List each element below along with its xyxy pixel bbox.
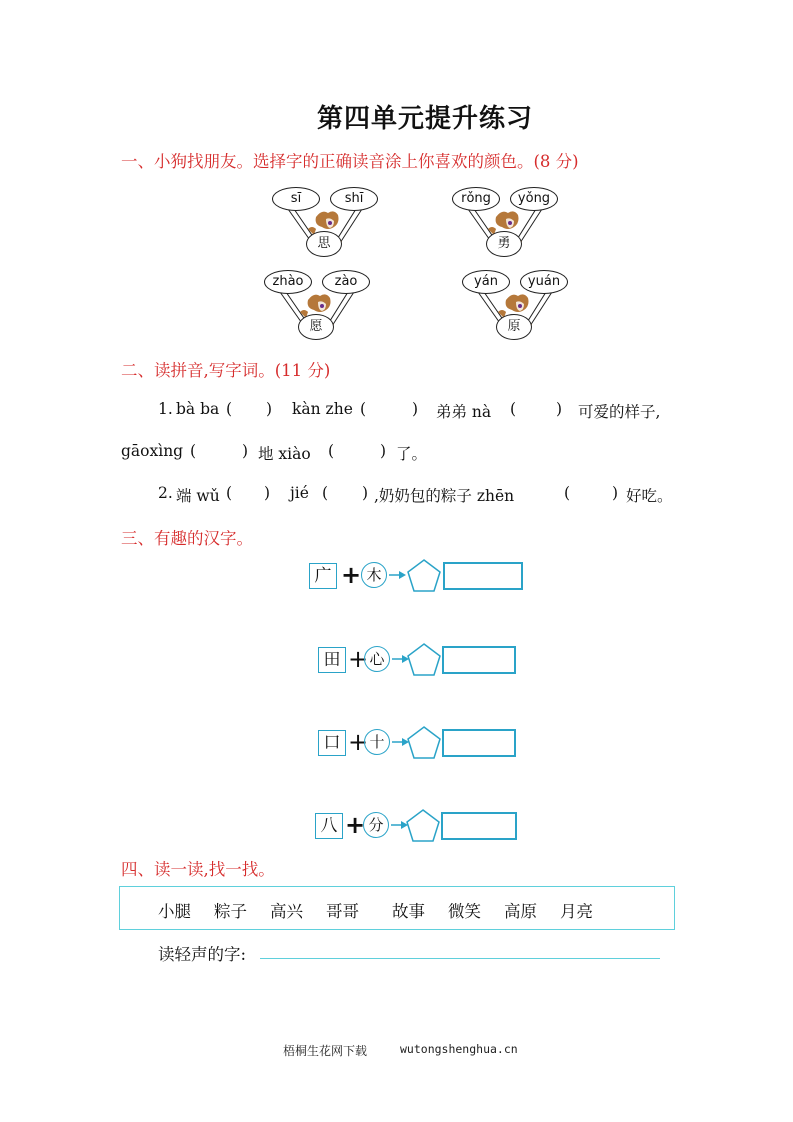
paren-open: ( xyxy=(510,400,517,418)
answer-blank[interactable] xyxy=(332,486,360,504)
answer-blank[interactable] xyxy=(236,486,262,504)
answer-blank[interactable] xyxy=(370,402,410,420)
pinyin-na: 弟弟 nà xyxy=(436,403,492,421)
section4-heading: 四、读一读,找一找。 xyxy=(121,860,275,879)
answer-blank[interactable] xyxy=(200,444,240,462)
plus-sign: + xyxy=(348,728,369,756)
answer-box[interactable] xyxy=(442,729,516,757)
arrow-right-icon xyxy=(389,569,407,581)
answer-box[interactable] xyxy=(442,646,516,674)
char-build-row-1 xyxy=(309,561,529,591)
paren-open: ( xyxy=(190,442,197,460)
word-item: 月亮 xyxy=(560,902,593,921)
word-item: 高原 xyxy=(504,902,537,921)
component-circle: 心 xyxy=(364,646,390,672)
text-le: 了。 xyxy=(396,445,428,463)
word-item: 故事 xyxy=(392,902,425,921)
answer-blank[interactable] xyxy=(236,402,264,420)
paren-open: ( xyxy=(226,400,233,418)
paren-open: ( xyxy=(226,484,233,502)
pinyin-option-right[interactable]: yuán xyxy=(520,270,568,294)
paren-close: ) xyxy=(380,442,387,460)
dog-group-4 xyxy=(462,264,572,344)
plus-sign: + xyxy=(345,811,366,839)
word-item: 高兴 xyxy=(270,902,303,921)
word-item: 微笑 xyxy=(448,902,481,921)
target-character: 愿 xyxy=(298,314,334,340)
component-circle: 分 xyxy=(363,812,389,838)
pinyin-option-left[interactable]: yán xyxy=(462,270,510,294)
target-character: 原 xyxy=(496,314,532,340)
component-circle: 十 xyxy=(364,729,390,755)
text-zongzi: ,奶奶包的粽子 zhēn xyxy=(374,487,515,505)
word-item: 粽子 xyxy=(214,902,247,921)
pentagon-icon xyxy=(406,642,442,678)
answer-box[interactable] xyxy=(441,812,517,840)
pinyin-option-right[interactable]: shī xyxy=(330,187,378,211)
pinyin-option-left[interactable]: sī xyxy=(272,187,320,211)
neutral-tone-prompt: 读轻声的字: xyxy=(158,945,247,964)
char-build-row-2 xyxy=(318,645,528,675)
answer-blank[interactable] xyxy=(520,402,554,420)
component-box: 八 xyxy=(315,813,343,839)
pinyin-option-left[interactable]: zhào xyxy=(264,270,312,294)
section2-heading: 二、读拼音,写字词。(11 分) xyxy=(121,361,331,380)
answer-blank[interactable] xyxy=(574,486,610,504)
pinyin-gaoxing: gāoxìng xyxy=(121,442,184,460)
answer-line[interactable] xyxy=(260,958,660,959)
pentagon-icon xyxy=(406,725,442,761)
word-bank xyxy=(119,886,675,930)
dog-group-1 xyxy=(272,181,382,261)
dog-group-2 xyxy=(452,181,562,261)
pinyin-xiao: 地 xiào xyxy=(258,445,311,463)
section3-heading: 三、有趣的汉字。 xyxy=(121,529,253,548)
page-title: 第四单元提升练习 xyxy=(316,104,533,134)
pinyin-option-right[interactable]: yǒng xyxy=(510,187,558,211)
paren-close: ) xyxy=(266,400,273,418)
plus-sign: + xyxy=(348,645,369,673)
pinyin-option-left[interactable]: rǒng xyxy=(452,187,500,211)
pinyin-option-right[interactable]: zào xyxy=(322,270,370,294)
component-box: 田 xyxy=(318,647,346,673)
answer-blank[interactable] xyxy=(338,444,378,462)
text-duanwu: 端 wǔ xyxy=(176,487,220,505)
pinyin-kanzhe: kàn zhe xyxy=(292,400,353,418)
component-box: 口 xyxy=(318,730,346,756)
component-box: 广 xyxy=(309,563,337,589)
plus-sign: + xyxy=(341,561,362,589)
paren-close: ) xyxy=(412,400,419,418)
pentagon-icon xyxy=(406,558,442,594)
target-character: 思 xyxy=(306,231,342,257)
paren-close: ) xyxy=(264,484,271,502)
pentagon-icon xyxy=(405,808,441,844)
char-build-row-3 xyxy=(318,728,528,758)
paren-close: ) xyxy=(556,400,563,418)
paren-close: ) xyxy=(362,484,369,502)
footer-site-url: wutongshenghua.cn xyxy=(400,1042,518,1056)
question-2-number: 2. xyxy=(158,484,173,502)
paren-open: ( xyxy=(328,442,335,460)
component-circle: 木 xyxy=(361,562,387,588)
text-haochi: 好吃。 xyxy=(626,487,673,505)
paren-close: ) xyxy=(612,484,619,502)
footer-site-name: 梧桐生花网下载 xyxy=(283,1044,368,1058)
dog-group-3 xyxy=(264,264,374,344)
char-build-row-4 xyxy=(315,811,525,841)
paren-open: ( xyxy=(360,400,367,418)
pinyin-jie: jié xyxy=(290,484,309,502)
section1-heading: 一、小狗找朋友。选择字的正确读音涂上你喜欢的颜色。(8 分) xyxy=(121,152,579,171)
pinyin-baba: bà ba xyxy=(176,400,220,418)
question-1-number: 1. xyxy=(158,400,173,418)
word-item: 哥哥 xyxy=(326,902,359,921)
paren-open: ( xyxy=(322,484,329,502)
text-keai: 可爱的样子, xyxy=(578,403,661,421)
paren-close: ) xyxy=(242,442,249,460)
paren-open: ( xyxy=(564,484,571,502)
answer-box[interactable] xyxy=(443,562,523,590)
word-item: 小腿 xyxy=(158,902,191,921)
target-character: 勇 xyxy=(486,231,522,257)
